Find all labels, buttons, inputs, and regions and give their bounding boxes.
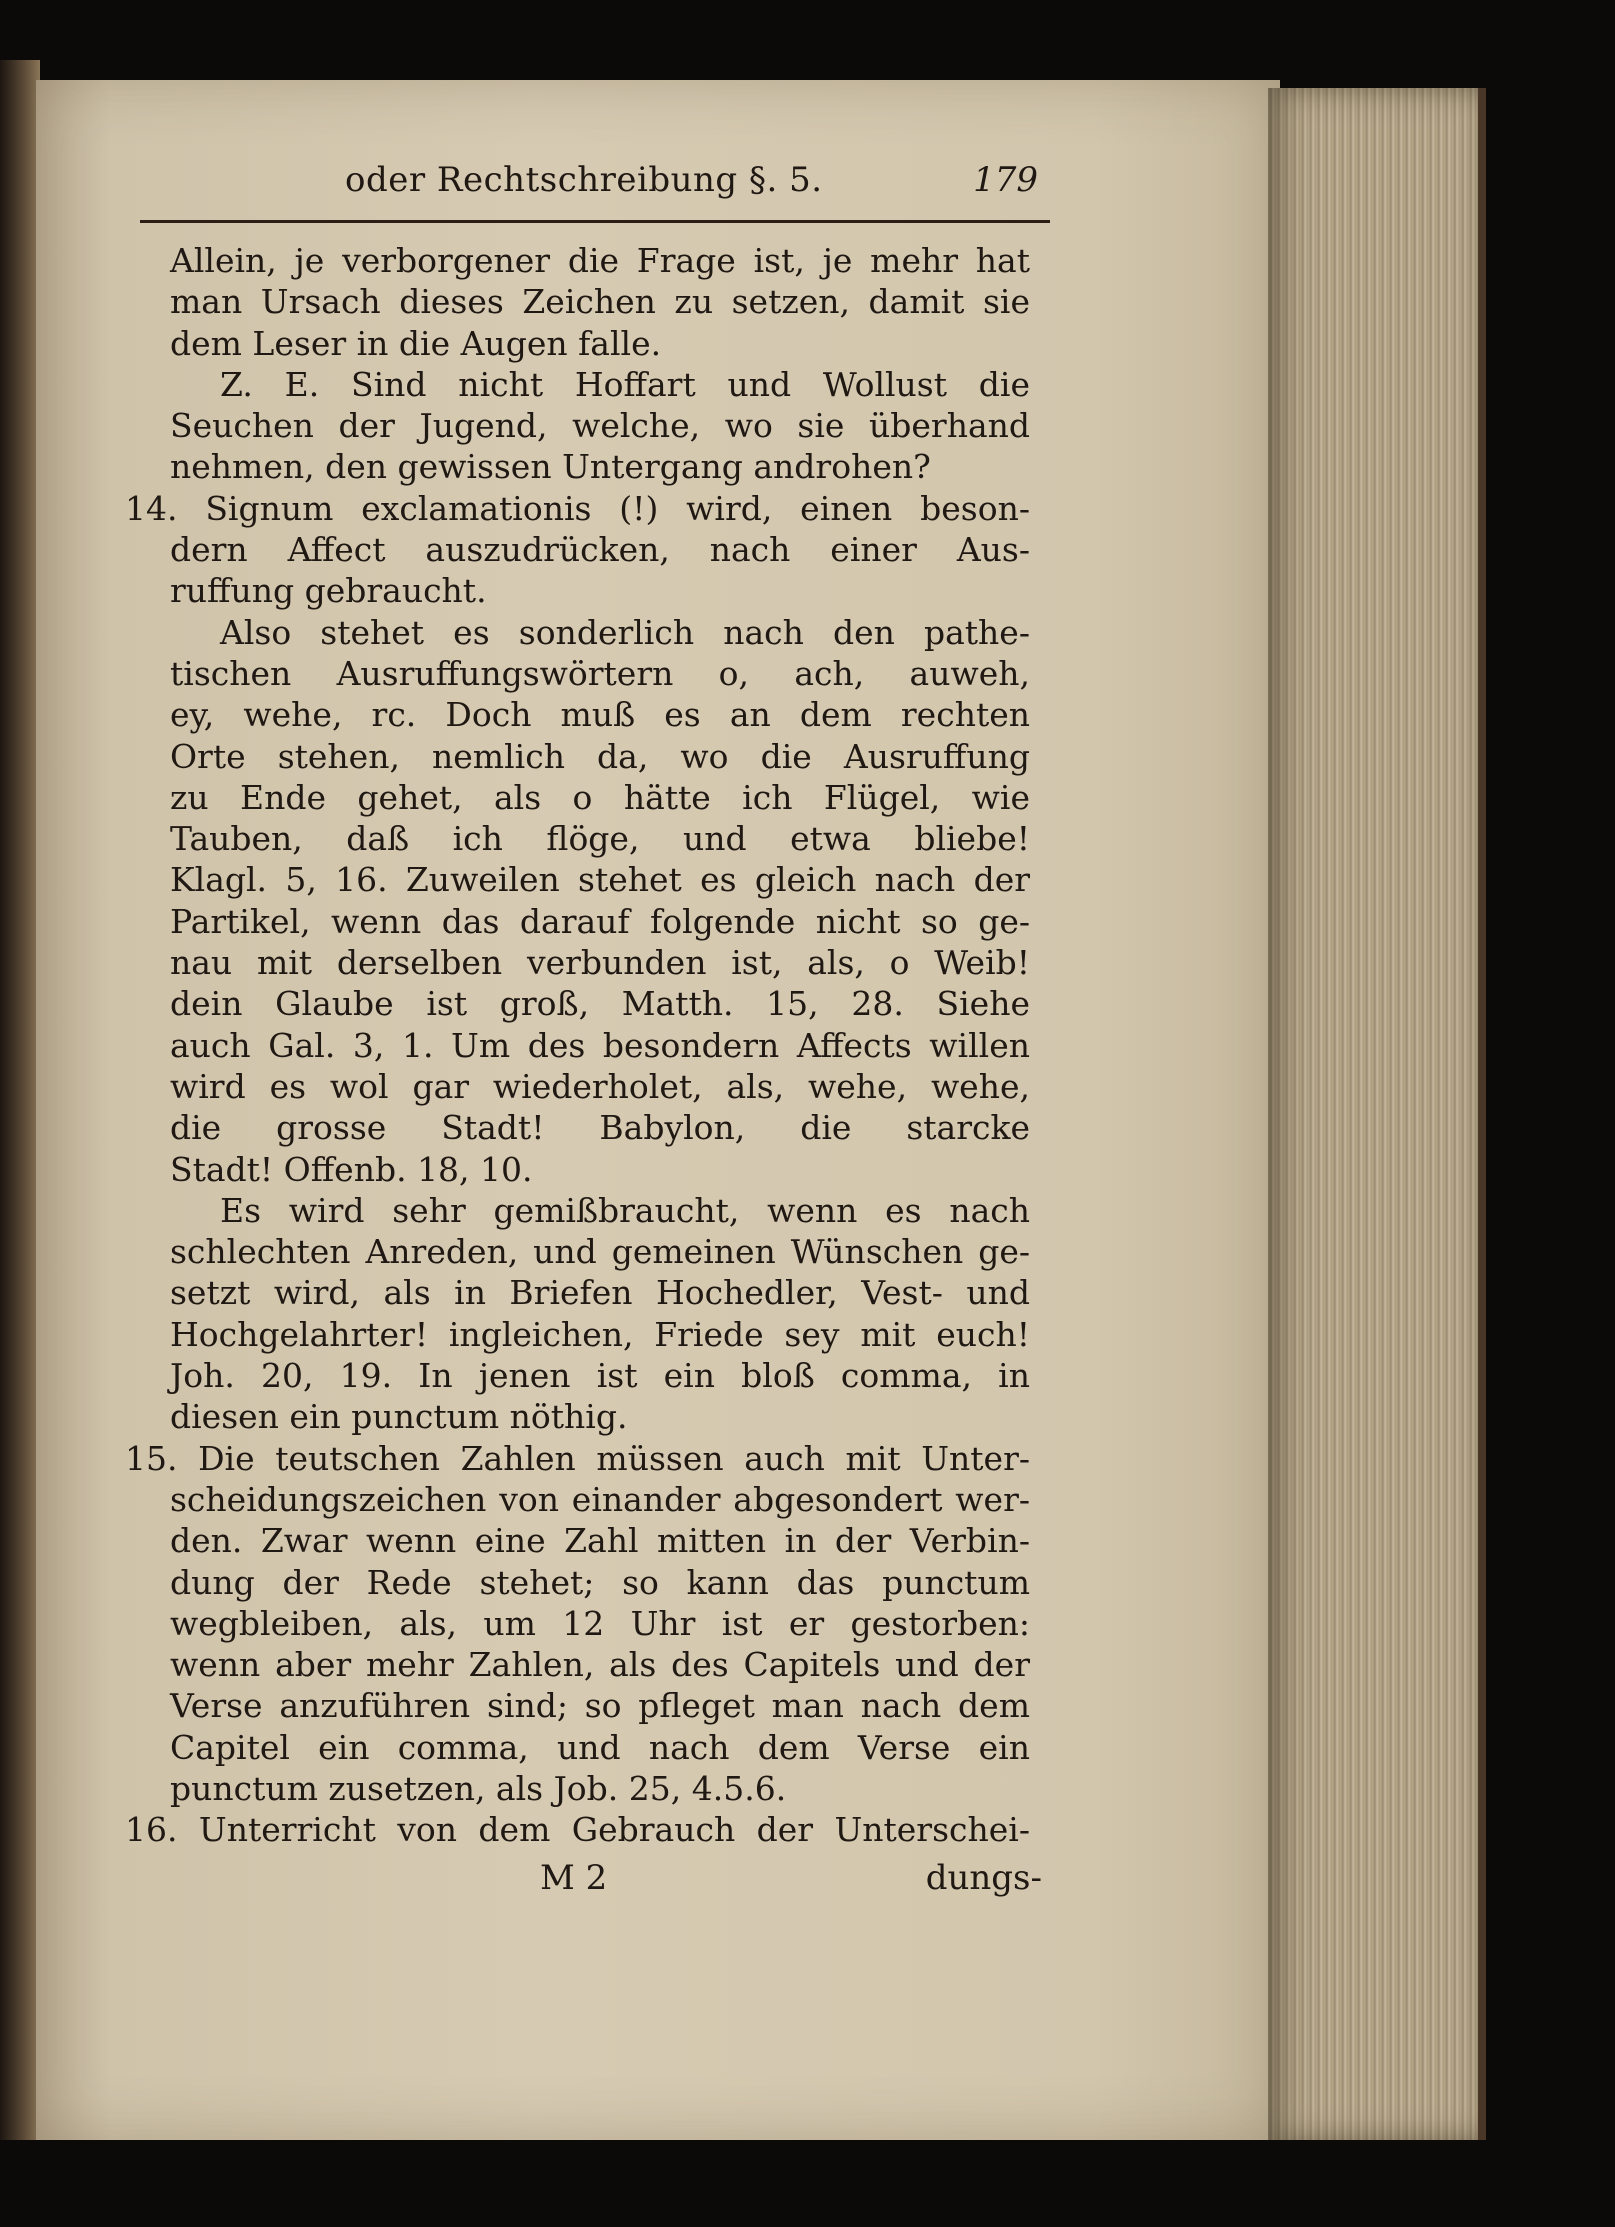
- text-line: Partikel, wenn das darauf folgende nicht so ge-: [170, 901, 1030, 941]
- text-line: Stadt! Offenb. 18, 10.: [170, 1149, 533, 1189]
- signature-mark: M 2: [540, 1858, 608, 1898]
- text-line: Z. E. Sind nicht Hoffart und Wollust die: [220, 364, 1030, 404]
- text-line: Allein, je verborgener die Frage ist, je mehr hat: [170, 241, 1030, 280]
- text-line: 15. Die teutschen Zahlen müssen auch mit Unter-: [125, 1438, 1030, 1478]
- text-line: Es wird sehr gemißbraucht, wenn es nach: [220, 1190, 1030, 1230]
- text-line: punctum zusetzen, als Job. 25, 4.5.6.: [170, 1768, 787, 1808]
- page-footer: [170, 1858, 1042, 1902]
- text-line: nau mit derselben verbunden ist, als, o Weib!: [170, 943, 1030, 983]
- text-line: die grosse Stadt! Babylon, die starcke: [170, 1108, 1030, 1148]
- text-line: Klagl. 5, 16. Zuweilen stehet es gleich nach der: [170, 860, 1030, 900]
- text-line: wenn aber mehr Zahlen, als des Capitels und der: [170, 1645, 1030, 1685]
- text-line: Hochgelahrter! ingleichen, Friede sey mit euch!: [170, 1314, 1030, 1354]
- text-line: tischen Ausruffungswörtern o, ach, auweh,: [170, 653, 1030, 693]
- text-line: wird es wol gar wiederholet, als, wehe, wehe,: [170, 1066, 1030, 1106]
- text-line: zu Ende gehet, als o hätte ich Flügel, wie: [170, 777, 1030, 817]
- page-content: [125, 150, 1042, 1898]
- page-block-edge: [1268, 88, 1486, 2140]
- catchword: dungs-: [925, 1858, 1042, 1898]
- text-line: ey, wehe, rc. Doch muß es an dem rechten: [170, 695, 1030, 735]
- text-line: Tauben, daß ich flöge, und etwa bliebe!: [170, 819, 1030, 859]
- text-line: wegbleiben, als, um 12 Uhr ist er gestorben:: [170, 1603, 1030, 1643]
- text-line: Verse anzuführen sind; so pfleget man nach dem: [170, 1686, 1030, 1726]
- text-line: scheidungszeichen von einander abgesondert wer-: [170, 1479, 1030, 1519]
- text-line: Seuchen der Jugend, welche, wo sie überhand: [170, 406, 1030, 446]
- text-line: ruffung gebraucht.: [170, 571, 487, 611]
- header-rule: [140, 220, 1050, 223]
- left-page-edge: [0, 60, 40, 2140]
- text-line: 16. Unterricht von dem Gebrauch der Unterschei-: [125, 1810, 1030, 1850]
- text-line: dein Glaube ist groß, Matth. 15, 28. Siehe: [170, 984, 1030, 1024]
- text-line: schlechten Anreden, und gemeinen Wünschen ge-: [170, 1232, 1030, 1272]
- text-line: dung der Rede stehet; so kann das punctum: [170, 1562, 1030, 1602]
- text-line: 14. Signum exclamationis (!) wird, einen beson-: [125, 488, 1030, 528]
- text-line: den. Zwar wenn eine Zahl mitten in der Verbin-: [170, 1521, 1030, 1561]
- text-line: nehmen, den gewissen Untergang androhen?: [170, 447, 931, 487]
- text-line: auch Gal. 3, 1. Um des besondern Affects willen: [170, 1025, 1030, 1065]
- body-text: [125, 240, 1030, 1851]
- text-line: Orte stehen, nemlich da, wo die Ausruffung: [170, 736, 1030, 776]
- text-line: dern Affect auszudrücken, nach einer Aus-: [170, 530, 1030, 570]
- text-line: dem Leser in die Augen falle.: [170, 323, 662, 363]
- page-number: 179: [973, 160, 1038, 200]
- text-line: Joh. 20, 19. In jenen ist ein bloß comma, in: [170, 1356, 1030, 1396]
- text-line: Capitel ein comma, und nach dem Verse ein: [170, 1727, 1030, 1767]
- text-line: diesen ein punctum nöthig.: [170, 1397, 628, 1437]
- text-line: setzt wird, als in Briefen Hochedler, Vest- und: [170, 1273, 1030, 1313]
- text-line: man Ursach dieses Zeichen zu setzen, damit sie: [170, 282, 1030, 322]
- text-line: Also stehet es sonderlich nach den pathe-: [220, 612, 1030, 652]
- page-header: [170, 150, 1038, 210]
- running-head: oder Rechtschreibung §. 5.: [345, 160, 823, 200]
